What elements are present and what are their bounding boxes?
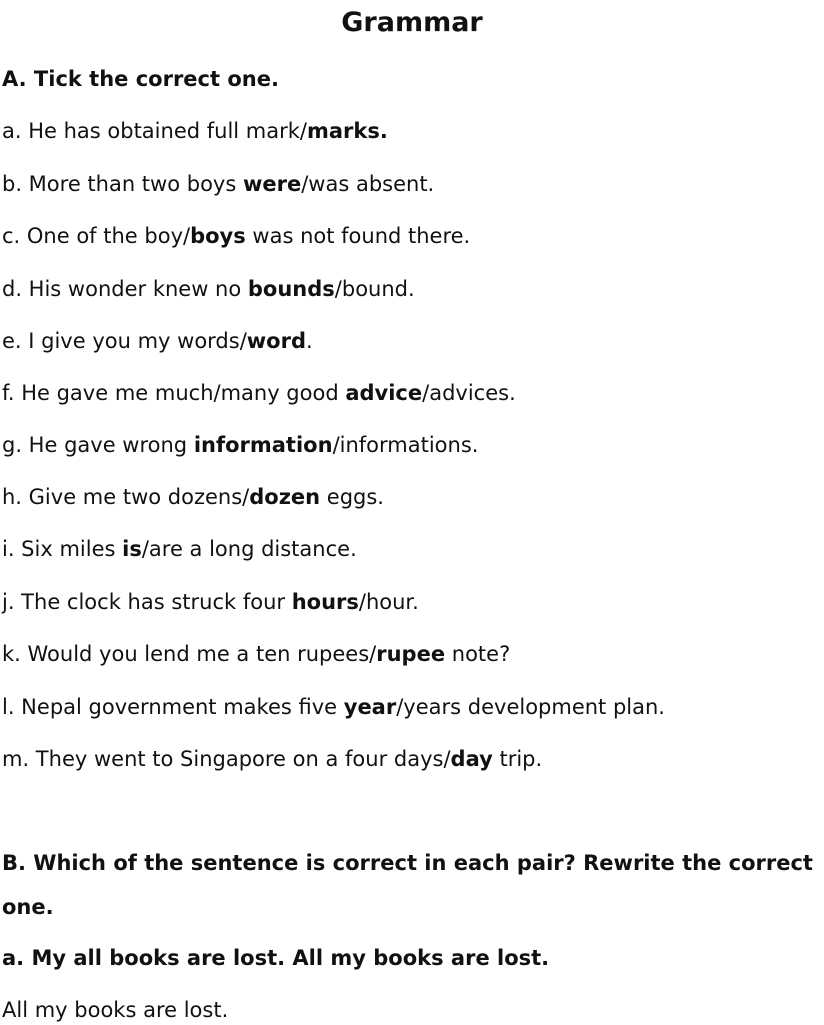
item-text: /informations. — [332, 433, 479, 457]
list-item — [2, 482, 824, 512]
item-text: g. He gave wrong — [2, 433, 194, 457]
list-item — [2, 274, 824, 304]
item-answer: bounds — [247, 277, 335, 301]
page-title: Grammar — [341, 7, 483, 38]
item-answer: word — [246, 329, 306, 353]
item-answer: day — [450, 747, 493, 771]
item-text: b. More than two boys — [2, 172, 243, 196]
item-answer: were — [242, 172, 302, 196]
item-answer: marks. — [307, 119, 388, 143]
item-answer: advice — [345, 381, 423, 405]
item-text: /bound. — [334, 277, 415, 301]
item-text: a. He has obtained full mark/ — [2, 119, 307, 143]
item-answer: rupee — [376, 642, 446, 666]
item-text: was not found there. — [245, 224, 471, 248]
list-item — [2, 326, 824, 356]
item-text: h. Give me two dozens/ — [2, 485, 250, 509]
item-text: c. One of the boy/ — [2, 224, 191, 248]
list-item — [2, 639, 824, 669]
item-text: m. They went to Singapore on a four days/ — [2, 747, 451, 771]
list-item — [2, 534, 824, 564]
list-item — [2, 587, 824, 617]
list-item — [2, 430, 824, 460]
item-text: /are a long distance. — [141, 537, 357, 561]
item-answer: boys — [190, 224, 246, 248]
item-answer: information — [193, 433, 333, 457]
section-b-heading: B. Which of the sentence is correct in each pair? Rewrite the correct one. — [2, 851, 813, 919]
item-text: j. The clock has struck four — [2, 590, 292, 614]
list-item — [2, 116, 824, 146]
item-text: f. He gave me much/many good — [2, 381, 346, 405]
item-text: /advices. — [422, 381, 516, 405]
item-answer: is — [122, 537, 142, 561]
section-a-heading: A. Tick the correct one. — [2, 67, 279, 91]
item-text: l. Nepal government makes five — [2, 695, 344, 719]
item-answer: dozen — [249, 485, 321, 509]
item-text: d. His wonder knew no — [2, 277, 248, 301]
section-b-question-a: a. My all books are lost. All my books are lost. — [2, 946, 550, 970]
item-text: k. Would you lend me a ten rupees/ — [2, 642, 377, 666]
item-text: i. Six miles — [2, 537, 123, 561]
item-answer: hours — [291, 590, 359, 614]
item-answer: year — [343, 695, 397, 719]
list-item — [2, 378, 824, 408]
list-item — [2, 221, 824, 251]
item-text: trip. — [492, 747, 543, 771]
item-text: e. I give you my words/ — [2, 329, 247, 353]
list-item — [2, 169, 824, 199]
item-text: /years development plan. — [396, 695, 665, 719]
list-item — [2, 692, 824, 722]
item-text: /was absent. — [301, 172, 435, 196]
item-text: eggs. — [320, 485, 384, 509]
item-text: /hour. — [358, 590, 419, 614]
section-b-answer-a: All my books are lost. — [2, 998, 229, 1022]
item-text: note? — [445, 642, 511, 666]
list-item — [2, 744, 824, 774]
item-text: . — [306, 329, 313, 353]
